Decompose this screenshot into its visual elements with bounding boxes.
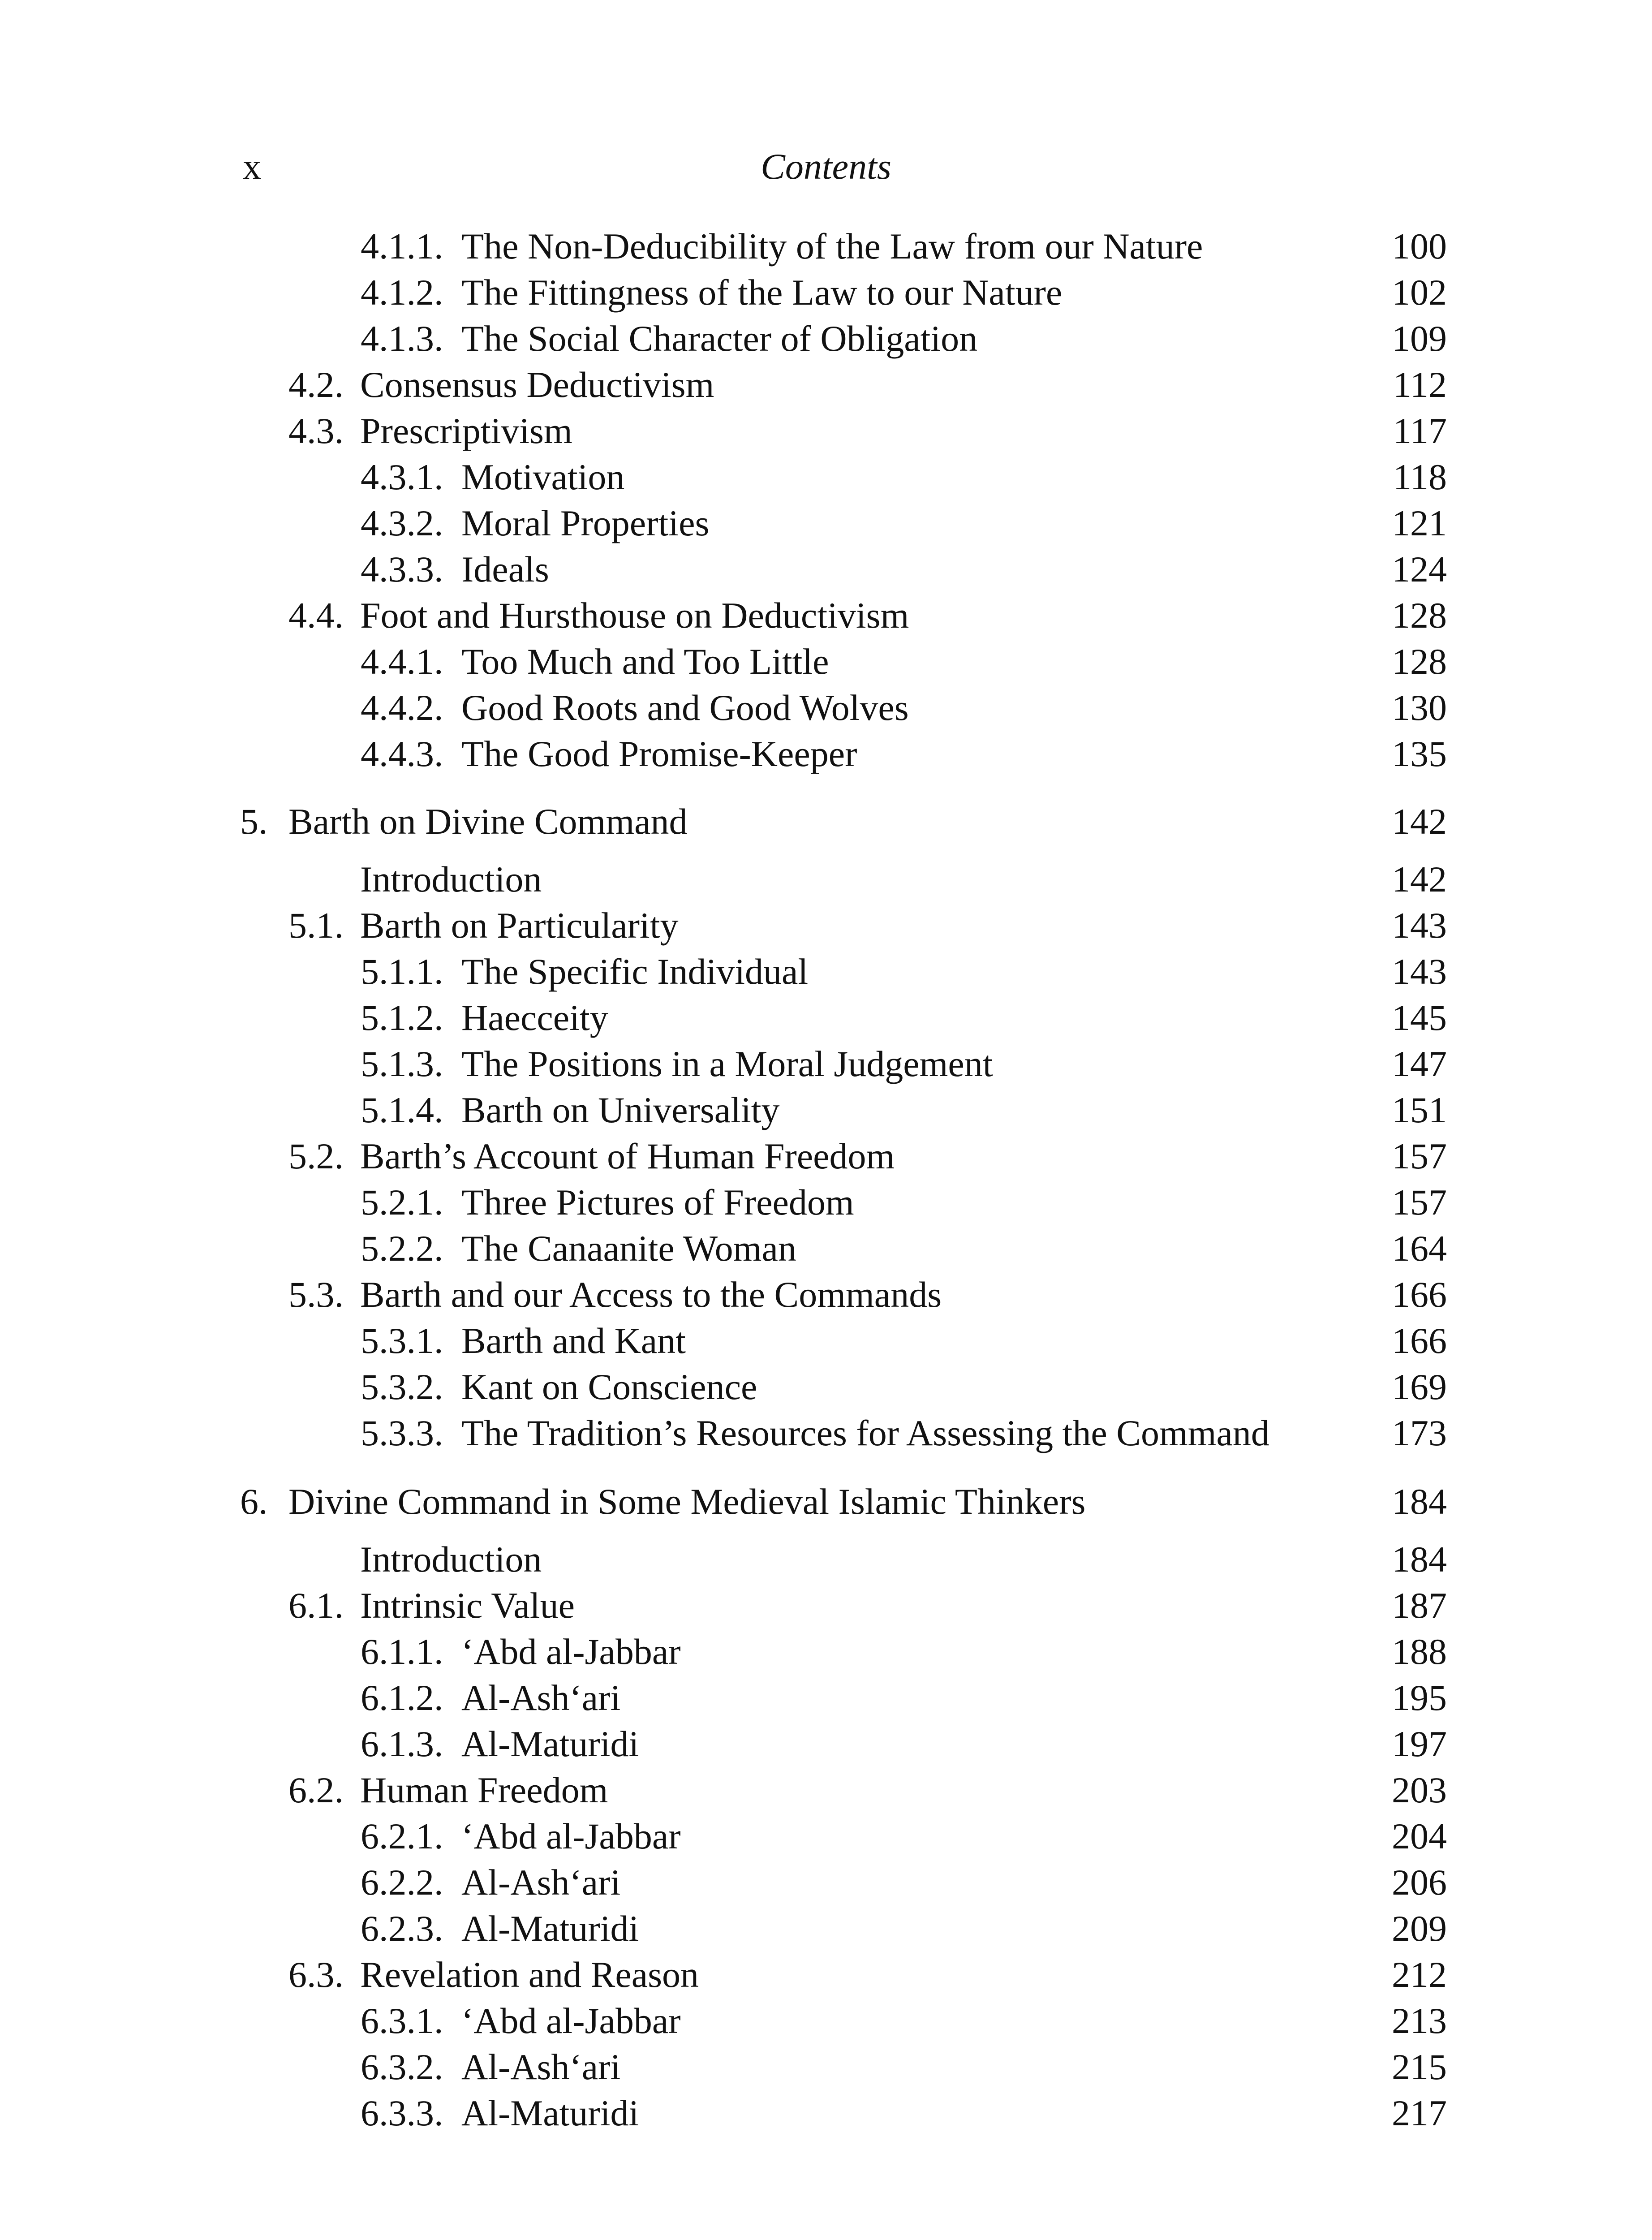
- toc-entry-page: 117: [1393, 410, 1447, 451]
- toc-entry-page: 213: [1392, 2000, 1447, 2041]
- toc-entry-page: 164: [1392, 1228, 1447, 1269]
- toc-entry-number: 6.1.1.: [361, 1631, 443, 1672]
- toc-entry-number: 5.1.: [288, 905, 344, 946]
- toc-entry-title: Too Much and Too Little: [461, 641, 829, 682]
- toc-entry-title: Foot and Hursthouse on Deductivism: [360, 595, 909, 636]
- toc-entry-page: 209: [1392, 1908, 1447, 1949]
- toc-entry-number: 4.3.3.: [361, 549, 443, 590]
- toc-entry-title: Prescriptivism: [360, 410, 572, 451]
- toc-entry-page: 102: [1392, 272, 1447, 313]
- toc-entry-number: 5.2.1.: [361, 1182, 443, 1223]
- toc-entry-number: 6.3.3.: [361, 2093, 443, 2133]
- toc-entry-title: Barth on Divine Command: [288, 801, 688, 842]
- toc-entry-number: 5.3.: [288, 1274, 344, 1315]
- toc-entry-page: 212: [1392, 1954, 1447, 1995]
- toc-entry-title: The Fittingness of the Law to our Nature: [461, 272, 1063, 313]
- toc-entry-number: 5.2.: [288, 1136, 344, 1176]
- toc-entry-number: 6.: [240, 1481, 268, 1522]
- toc-entry-number: 6.2.2.: [361, 1862, 443, 1903]
- toc-entry-number: 5.1.4.: [361, 1090, 443, 1130]
- toc-entry-page: 215: [1392, 2046, 1447, 2087]
- toc-entry-page: 135: [1392, 733, 1447, 774]
- toc-entry-page: 142: [1392, 801, 1447, 842]
- page-folio: x: [243, 146, 261, 187]
- toc-entry-title: ‘Abd al-Jabbar: [461, 1816, 681, 1857]
- toc-entry-number: 5.3.2.: [361, 1366, 443, 1407]
- toc-entry-number: 5.3.1.: [361, 1320, 443, 1361]
- toc-entry-title: Divine Command in Some Medieval Islamic Thinkers: [288, 1481, 1086, 1522]
- toc-entry-number: 4.4.3.: [361, 733, 443, 774]
- toc-entry-number: 4.4.2.: [361, 687, 443, 728]
- toc-entry-page: 184: [1392, 1481, 1447, 1522]
- toc-entry-title: Revelation and Reason: [360, 1954, 699, 1995]
- toc-entry-page: 142: [1392, 859, 1447, 900]
- toc-entry-title: Ideals: [461, 549, 549, 590]
- toc-entry-page: 100: [1392, 226, 1447, 267]
- toc-entry-title: Al-Maturidi: [461, 1723, 639, 1764]
- toc-entry-page: 109: [1392, 318, 1447, 359]
- toc-entry-number: 5.1.3.: [361, 1043, 443, 1084]
- toc-entry-page: 128: [1392, 595, 1447, 636]
- toc-entry-title: The Good Promise-Keeper: [461, 733, 857, 774]
- toc-entry-title: The Non-Deducibility of the Law from our Nature: [461, 226, 1203, 267]
- toc-entry-page: 143: [1392, 951, 1447, 992]
- toc-entry-title: Kant on Conscience: [461, 1366, 757, 1407]
- toc-entry-title: Motivation: [461, 457, 625, 497]
- toc-entry-number: 6.1.2.: [361, 1677, 443, 1718]
- toc-entry-page: 217: [1392, 2093, 1447, 2133]
- toc-entry-page: 130: [1392, 687, 1447, 728]
- toc-entry-title: Barth on Universality: [461, 1090, 780, 1130]
- toc-entry-number: 5.2.2.: [361, 1228, 443, 1269]
- toc-entry-title: Consensus Deductivism: [360, 364, 714, 405]
- toc-entry-title: Barth’s Account of Human Freedom: [360, 1136, 895, 1176]
- toc-entry-page: 118: [1393, 457, 1447, 497]
- toc-entry-page: 157: [1392, 1136, 1447, 1176]
- toc-entry-page: 206: [1392, 1862, 1447, 1903]
- toc-entry-number: 6.3.: [288, 1954, 344, 1995]
- toc-entry-number: 6.1.: [288, 1585, 344, 1626]
- running-head: Contents: [761, 146, 891, 187]
- toc-entry-number: 4.1.3.: [361, 318, 443, 359]
- toc-entry-number: 5.3.3.: [361, 1413, 443, 1453]
- toc-entry-title: Human Freedom: [360, 1770, 608, 1810]
- toc-entry-title: Al-Ash‘ari: [461, 1862, 621, 1903]
- toc-entry-title: The Specific Individual: [461, 951, 809, 992]
- toc-entry-page: 124: [1392, 549, 1447, 590]
- toc-entry-number: 4.2.: [288, 364, 344, 405]
- toc-entry-page: 147: [1392, 1043, 1447, 1084]
- toc-entry-number: 6.2.3.: [361, 1908, 443, 1949]
- toc-entry-title: ‘Abd al-Jabbar: [461, 2000, 681, 2041]
- toc-entry-title: ‘Abd al-Jabbar: [461, 1631, 681, 1672]
- toc-entry-title: Barth and our Access to the Commands: [360, 1274, 942, 1315]
- toc-entry-page: 128: [1392, 641, 1447, 682]
- toc-entry-page: 184: [1392, 1539, 1447, 1580]
- toc-entry-title: Introduction: [360, 1539, 542, 1580]
- toc-entry-title: The Positions in a Moral Judgement: [461, 1043, 993, 1084]
- toc-entry-page: 145: [1392, 997, 1447, 1038]
- toc-entry-page: 203: [1392, 1770, 1447, 1810]
- toc-entry-page: 143: [1392, 905, 1447, 946]
- toc-entry-page: 197: [1392, 1723, 1447, 1764]
- toc-entry-number: 4.4.: [288, 595, 344, 636]
- toc-entry-page: 188: [1392, 1631, 1447, 1672]
- toc-entry-title: Al-Maturidi: [461, 2093, 639, 2133]
- toc-entry-number: 5.: [240, 801, 268, 842]
- toc-entry-number: 6.2.1.: [361, 1816, 443, 1857]
- toc-entry-number: 4.3.: [288, 410, 344, 451]
- toc-entry-title: Introduction: [360, 859, 542, 900]
- toc-entry-number: 6.3.2.: [361, 2046, 443, 2087]
- toc-entry-page: 121: [1392, 503, 1447, 543]
- toc-entry-title: Al-Ash‘ari: [461, 2046, 621, 2087]
- toc-entry-page: 112: [1393, 364, 1447, 405]
- toc-entry-number: 6.2.: [288, 1770, 344, 1810]
- toc-entry-title: Good Roots and Good Wolves: [461, 687, 909, 728]
- toc-entry-title: Haecceity: [461, 997, 608, 1038]
- toc-entry-title: Barth on Particularity: [360, 905, 679, 946]
- toc-entry-page: 169: [1392, 1366, 1447, 1407]
- toc-entry-page: 166: [1392, 1320, 1447, 1361]
- toc-entry-page: 166: [1392, 1274, 1447, 1315]
- toc-entry-page: 173: [1392, 1413, 1447, 1453]
- toc-entry-number: 4.1.1.: [361, 226, 443, 267]
- toc-entry-number: 6.1.3.: [361, 1723, 443, 1764]
- toc-entry-title: Barth and Kant: [461, 1320, 686, 1361]
- toc-entry-title: Intrinsic Value: [360, 1585, 575, 1626]
- toc-entry-page: 151: [1392, 1090, 1447, 1130]
- toc-entry-number: 5.1.1.: [361, 951, 443, 992]
- toc-entry-page: 157: [1392, 1182, 1447, 1223]
- toc-entry-number: 4.3.1.: [361, 457, 443, 497]
- toc-entry-page: 187: [1392, 1585, 1447, 1626]
- toc-entry-title: The Canaanite Woman: [461, 1228, 796, 1269]
- toc-entry-number: 5.1.2.: [361, 997, 443, 1038]
- toc-entry-page: 204: [1392, 1816, 1447, 1857]
- toc-entry-number: 4.4.1.: [361, 641, 443, 682]
- toc-entry-page: 195: [1392, 1677, 1447, 1718]
- toc-entry-number: 4.3.2.: [361, 503, 443, 543]
- toc-entry-title: The Social Character of Obligation: [461, 318, 978, 359]
- toc-entry-title: Al-Maturidi: [461, 1908, 639, 1949]
- toc-entry-number: 4.1.2.: [361, 272, 443, 313]
- toc-entry-number: 6.3.1.: [361, 2000, 443, 2041]
- toc-entry-title: Al-Ash‘ari: [461, 1677, 621, 1718]
- toc-entry-title: Moral Properties: [461, 503, 710, 543]
- toc-entry-title: Three Pictures of Freedom: [461, 1182, 854, 1223]
- toc-entry-title: The Tradition’s Resources for Assessing the Command: [461, 1413, 1269, 1453]
